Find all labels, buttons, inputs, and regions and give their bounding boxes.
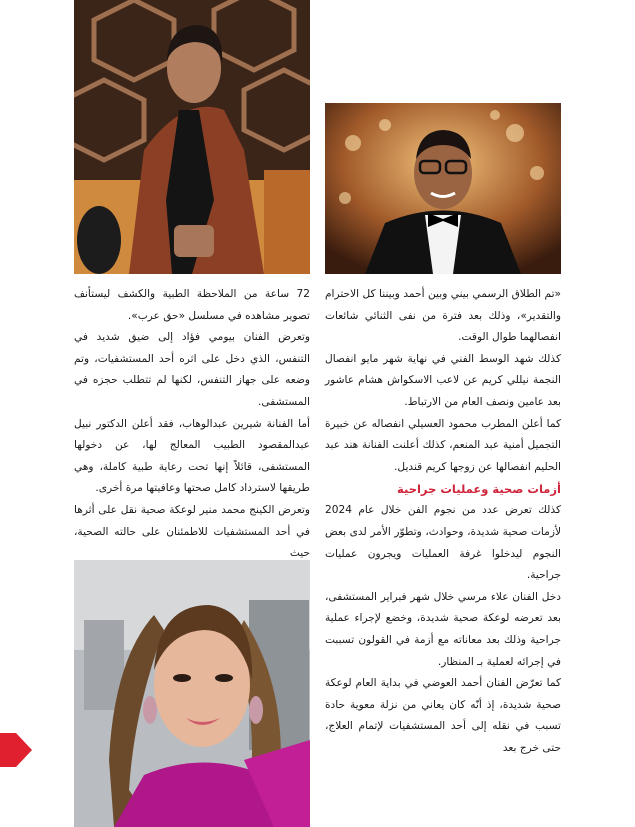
photo-woman-purple: [74, 560, 310, 827]
page-edge-marker: [0, 733, 32, 767]
article-paragraph: دخل الفنان علاء مرسي خلال شهر فبراير المستشفى، بعد تعرضه لوعكة صحية شديدة، وخضع لإجراء عملية جراحية وذلك بعد معاناته مع أزمة في القولون تسببت في إجرائه لعملية بـ المنظار.: [325, 590, 561, 668]
article-paragraph: وتعرض الفنان بيومي فؤاد إلى ضيق شديد في التنفس، الذي دخل على اثره أحد المستشفيات، وتم وضعه على جهاز التنفس، لكنها لم تتطلب حجزه في المستشفى.: [74, 331, 310, 408]
article-paragraph: كذلك شهد الوسط الفني في نهاية شهر مايو انفصال النجمة نيللي كريم عن لاعب الاسكواش هشام عاشور بعد عامين ونصف العام من الارتباط.: [325, 352, 561, 408]
article-paragraph: كما تعرّض الفنان أحمد العوضي في بداية العام لوعكة صحية شديدة، إذ أنّه كان يعاني من نزلة معوية حادة تسبب في نقله إلى أحد المستشفيات لإتمام العلاج، حتى خرج بعد: [325, 677, 561, 754]
left-text-column: [74, 284, 310, 565]
section-heading: أزمات صحية وعمليات جراحية: [397, 482, 561, 497]
article-paragraph: كذلك تعرض عدد من نجوم الفن خلال عام 2024 لأزمات صحية شديدة، وحوادث، وتطوّر الأمر لدى بعض النجوم ليدخلوا غرفة العمليات ويجرون عمليات جراحية.: [325, 504, 561, 582]
article-paragraph: وتعرض الكينج محمد منير لوعكة صحية نقل على أثرها في أحد المستشفيات للاطمئنان على حالته الصحية، حيث: [74, 503, 310, 560]
photo-man-brown-suit: [74, 0, 310, 274]
article-paragraph: «تم الطلاق الرسمي بيني وبين أحمد وبيننا كل الاحترام والتقدير»، وذلك بعد فترة من نفى الثنائي شائعات انفصالهما طوال الوقت.: [325, 288, 561, 344]
article-paragraph: 72 ساعة من الملاحظة الطبية والكشف ليستأنف تصوير مشاهده في مسلسل «حق عرب».: [74, 288, 310, 322]
article-paragraph: أما الفنانة شيرين عبدالوهاب، فقد أعلن الدكتور نبيل عبدالمقصود الطبيب المعالج لها، عن دخولها المستشفى، قائلاً إنها تحت رعاية طبية كاملة، وهي طريقها لاسترداد كامل صحتها وعافيتها مرة أخرى.: [74, 417, 310, 495]
photo-man-tuxedo: [325, 103, 561, 274]
right-text-column: [325, 284, 561, 759]
article-paragraph: كما أعلن المطرب محمود العسيلي انفصاله عن خبيرة التجميل أمنية عبد المنعم، كذلك أعلنت الفنانة هند عبد الحليم انفصالها عن زوجها كريم قنديل.: [325, 417, 561, 473]
